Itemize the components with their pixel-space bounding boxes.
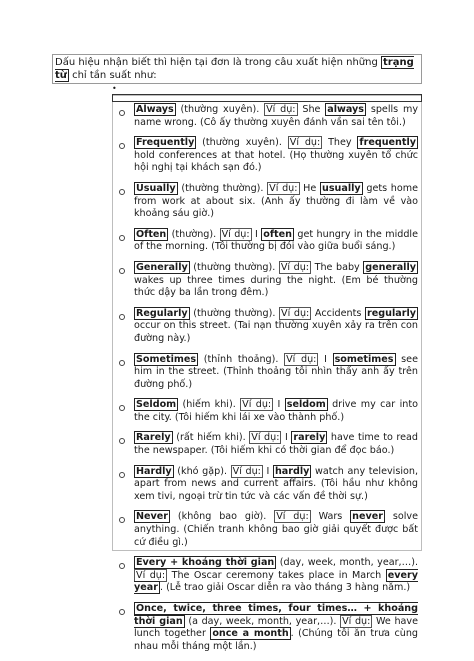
adverb-gloss: (hiếm khi).	[178, 399, 241, 411]
example-label: Ví dụ:	[251, 432, 280, 444]
list-item	[116, 104, 418, 129]
example-after: spells my name wrong. (Cô ấy thường xuyên đánh vần sai tên tôi.)	[134, 104, 418, 128]
adverb-term: Frequently	[136, 137, 195, 149]
example-keyword: usually	[322, 182, 361, 194]
example-after: . (Chúng tôi ăn trưa cùng nhau mỗi tháng một lần.)	[134, 628, 418, 652]
example-after: drive my car into the city. (Tôi hiếm khi lái xe vào thành phố.)	[134, 399, 419, 423]
list-item	[116, 557, 418, 595]
example-after: hold conferences at that hotel. (Họ thường xuyên tổ chức hội nghị tại khách sạn đó.)	[134, 149, 418, 174]
example-label: Ví dụ:	[269, 182, 298, 194]
list-item	[116, 466, 418, 504]
adverb-term: Once, twice, three times, four times… + khoảng thời gian	[134, 603, 418, 627]
example-label: Ví dụ:	[289, 137, 321, 149]
example-keyword: hardly	[274, 465, 310, 477]
adverb-term: Sometimes	[136, 353, 197, 365]
adverb-term: Regularly	[136, 307, 188, 319]
circle-bullet-icon	[119, 143, 125, 149]
example-keyword: once a month	[212, 628, 289, 640]
circle-bullet-icon	[119, 235, 125, 241]
example-after: solve anything. (Chiến tranh không bao giờ giải quyết được bất cứ điều gì.)	[134, 511, 419, 548]
example-label: Ví dụ:	[242, 399, 272, 411]
example-keyword: always	[327, 104, 365, 115]
example-keyword: generally	[365, 261, 417, 273]
adverb-gloss: (khó gặp).	[173, 465, 231, 477]
adverb-term: Every + khoảng thời gian	[136, 557, 275, 569]
example-label: Ví dụ:	[286, 353, 317, 365]
example-keyword: sometimes	[334, 353, 394, 365]
example-label: Ví dụ:	[276, 511, 309, 523]
intro-keyword: trạng từ	[55, 57, 414, 81]
list-item	[116, 308, 418, 346]
example-after: . (Lễ trao giải Oscar diễn ra vào tháng 3 hàng năm.)	[159, 582, 411, 594]
list-item	[116, 603, 418, 653]
example-keyword: seldom	[286, 399, 326, 411]
adverb-gloss: (thường).	[168, 228, 220, 240]
list-item	[116, 354, 418, 392]
example-label: Ví dụ:	[221, 228, 250, 240]
adverb-term: Never	[136, 511, 169, 523]
list-item	[116, 432, 418, 457]
adverb-gloss: (thường thường).	[177, 182, 268, 194]
adverb-gloss: (thường xuyên).	[175, 104, 265, 115]
adverb-list	[116, 104, 418, 661]
example-label: Ví dụ:	[342, 615, 371, 627]
adverb-gloss: (thỉnh thoảng).	[198, 353, 285, 365]
example-label: Ví dụ:	[281, 307, 310, 319]
example-before: I	[262, 465, 273, 477]
example-before: We have lunch together	[134, 615, 418, 640]
example-before: I	[251, 228, 262, 240]
circle-bullet-icon	[119, 438, 125, 444]
list-item	[116, 262, 418, 300]
example-label: Ví dụ:	[136, 569, 166, 581]
example-after: watch any television, apart from news and current affairs. (Tôi hầu như không xem tivi, ngoại trừ tin tức và các vấn đề thời sự.)	[134, 465, 419, 502]
example-before: The Oscar ceremony takes place in March	[167, 569, 386, 581]
list-item	[116, 183, 418, 221]
example-keyword: never	[352, 511, 384, 523]
circle-bullet-icon	[119, 609, 125, 615]
adverb-gloss: (thường xuyên).	[196, 137, 288, 149]
circle-bullet-icon	[119, 189, 125, 195]
adverb-term: Hardly	[136, 465, 172, 477]
list-bullet: •	[112, 84, 117, 93]
example-keyword: every year	[134, 569, 418, 594]
example-before: Accidents	[311, 307, 366, 319]
circle-bullet-icon	[119, 314, 125, 320]
list-frame-header	[112, 94, 422, 102]
example-after: have time to read the newspaper. (Tôi hiếm khi có thời gian để đọc báo.)	[134, 432, 418, 457]
example-before: Wars	[310, 511, 351, 523]
adverb-term: Rarely	[136, 432, 171, 444]
example-label: Ví dụ:	[232, 465, 261, 477]
example-keyword: often	[263, 228, 292, 240]
example-keyword: rarely	[293, 432, 326, 444]
list-item	[116, 399, 418, 424]
adverb-term: Always	[136, 104, 174, 115]
adverb-term: Usually	[136, 182, 176, 194]
example-after: gets home from work at about six. (Anh ấy thường đi làm về vào khoảng sáu giờ.)	[134, 182, 419, 220]
example-before: He	[299, 182, 320, 194]
circle-bullet-icon	[119, 563, 125, 569]
example-before: She	[297, 104, 326, 115]
list-item	[116, 229, 418, 254]
list-item	[116, 137, 418, 175]
example-after: get hungry in the middle of the morning. (Tôi thường bị đói vào giữa buổi sáng.)	[134, 228, 418, 253]
circle-bullet-icon	[119, 268, 125, 274]
circle-bullet-icon	[119, 110, 125, 116]
list-item	[116, 511, 418, 549]
example-keyword: regularly	[367, 307, 416, 319]
adverb-gloss: (a day, week, month, year,…).	[184, 615, 341, 627]
adverb-gloss: (thường thường).	[189, 261, 279, 273]
example-after: see him in the street. (Thỉnh thoảng tôi nhìn thấy anh ấy trên đường phố.)	[134, 353, 418, 390]
example-before: I	[318, 353, 333, 365]
example-after: wakes up three times during the night. (Em bé thường thức dậy ba lần trong đêm.)	[134, 274, 418, 299]
intro-paragraph	[52, 54, 422, 84]
example-label: Ví dụ:	[266, 104, 296, 115]
example-label: Ví dụ:	[280, 261, 310, 273]
circle-bullet-icon	[119, 360, 125, 366]
adverb-term: Seldom	[136, 399, 177, 411]
example-keyword: frequently	[359, 137, 416, 149]
intro-suffix: chỉ tần suất như:	[68, 70, 157, 81]
adverb-gloss: (thường thường).	[189, 307, 280, 319]
intro-prefix: Dấu hiệu nhận biết thì hiện tại đơn là trong câu xuất hiện những	[55, 57, 381, 68]
adverb-term: Generally	[136, 261, 188, 273]
example-before: I	[281, 432, 292, 444]
adverb-gloss: (rất hiếm khi).	[172, 432, 250, 444]
adverb-gloss: (day, week, month, year,…).	[276, 557, 418, 569]
circle-bullet-icon	[119, 517, 125, 523]
circle-bullet-icon	[119, 472, 125, 478]
example-before: They	[322, 137, 358, 149]
example-before: I	[273, 399, 285, 411]
adverb-gloss: (không bao giờ).	[170, 511, 275, 523]
circle-bullet-icon	[119, 405, 125, 411]
adverb-term: Often	[136, 228, 167, 240]
example-after: occur on this street. (Tai nạn thường xuyên xảy ra trên con đường này.)	[134, 320, 418, 344]
example-before: The baby	[311, 261, 364, 273]
